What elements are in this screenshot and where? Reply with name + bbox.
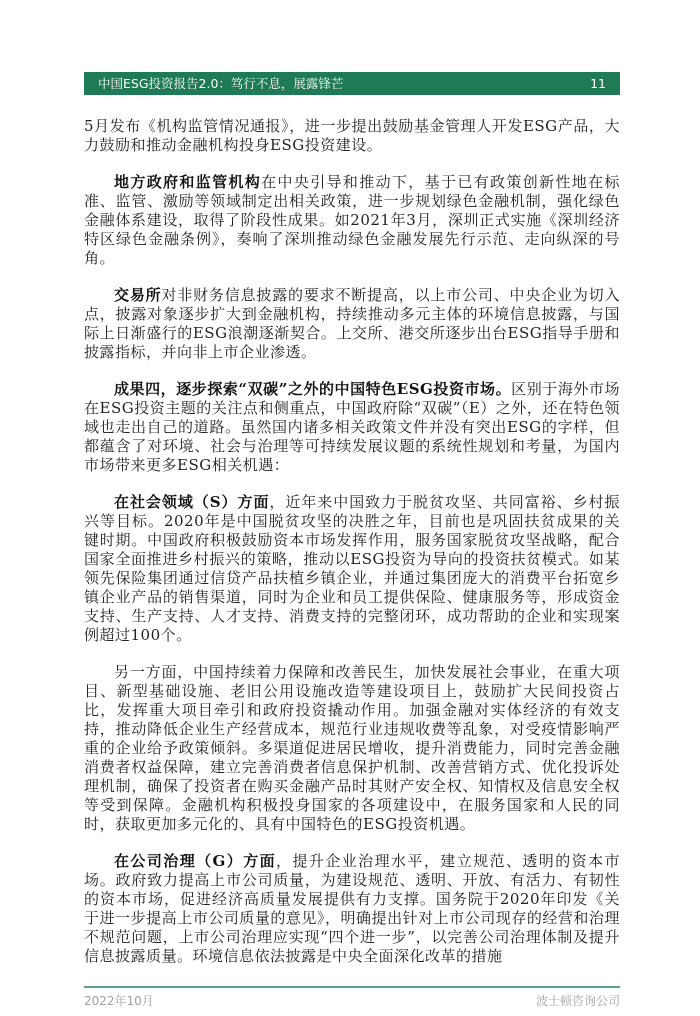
paragraph-text: ，近年来中国致力于脱贫攻坚、共同富裕、乡村振兴等目标。2020年是中国脱贫攻坚的决胜之年，目前也是巩固扶贫成果的关键时期。中国政府积极鼓励资本市场发挥作用，服务国家脱贫攻坚战略，配合国家全面推进乡村振兴的策略，推动以ESG投资为导向的投资扶贫模式。如某领先保险集团通过信贷产品扶植乡镇企业，并通过集团庞大的消费平台拓宽乡镇企业产品的销售渠道，同时为企业和员工提供保险、健康服务等，形成资金支持、生产支持、人才支持、消费支持的完整闭环，成功帮助的企业和实现案例超过100个。 xyxy=(84,493,620,644)
paragraph xyxy=(84,493,620,645)
paragraph-lead: 地方政府和监管机构 xyxy=(114,173,262,191)
paragraph xyxy=(84,380,620,475)
page-number: 11 xyxy=(590,76,606,91)
footer-company: 波士顿咨询公司 xyxy=(535,994,620,1008)
page-header xyxy=(84,72,620,95)
paragraph-text: ，提升企业治理水平，建立规范、透明的资本市场。政府致力提高上市公司质量，为建设规范、透明、开放、有活力、有韧性的资本市场，促进经济高质量发展提供有力支撑。国务院于2020年印发《关于进一步提高上市公司质量的意见》，明确提出针对上市公司现存的经营和治理不规范问题，上市公司治理应实现“四个进一步”，以完善公司治理体制及提升信息披露质量。环境信息依法披露是中央全面深化改革的措施 xyxy=(84,852,620,965)
paragraph-lead: 成果四，逐步探索“双碳”之外的中国特色ESG投资市场。 xyxy=(114,380,512,398)
page-footer xyxy=(84,994,620,1008)
paragraph xyxy=(84,852,620,966)
paragraph-lead: 在公司治理（G）方面 xyxy=(114,852,277,870)
paragraph-text: 区别于海外市场在ESG投资主题的关注点和侧重点，中国政府除“双碳”（E）之外，还在特色领域也走出自己的道路。虽然国内诸多相关政策文件并没有突出ESG的字样，但都蕴含了对环境、社会与治理等可持续发展议题的系统性规划和考量，为国内市场带来更多ESG相关机遇： xyxy=(84,380,620,474)
paragraph xyxy=(84,117,620,155)
paragraph-lead: 交易所 xyxy=(114,286,162,304)
footer-divider xyxy=(84,986,620,988)
header-title: 中国ESG投资报告2.0：笃行不息，展露锋芒 xyxy=(98,76,344,91)
footer-date: 2022年10月 xyxy=(84,994,154,1008)
paragraph-text: 另一方面，中国持续着力保障和改善民生，加快发展社会事业，在重大项目、新型基础设施、老旧公用设施改造等建设项目上，鼓励扩大民间投资占比，发挥重大项目牵引和政府投资撬动作用。加强金融对实体经济的有效支持，推动降低企业生产经营成本，规范行业违规收费等乱象，对受疫情影响严重的企业给予政策倾斜。多渠道促进居民增收，提升消费能力，同时完善金融消费者权益保障，建立完善消费者信息保护机制、改善营销方式、优化投诉处理机制，确保了投资者在购买金融产品时其财产安全权、知情权及信息安全权等受到保障。金融机构积极投身国家的各项建设中，在服务国家和人民的同时，获取更加多元化的、具有中国特色的ESG投资机遇。 xyxy=(84,663,620,833)
paragraph xyxy=(84,663,620,834)
paragraph-text: 对非财务信息披露的要求不断提高，以上市公司、中央企业为切入点，披露对象逐步扩大到金融机构，持续推动多元主体的环境信息披露，与国际上日渐盛行的ESG浪潮逐渐契合。上交所、港交所逐步出台ESG指导手册和披露指标，并向非上市企业渗透。 xyxy=(84,286,620,361)
paragraph-text: 5月发布《机构监管情况通报》，进一步提出鼓励基金管理人开发ESG产品，大力鼓励和推动金融机构投身ESG投资建设。 xyxy=(84,117,620,154)
body-text xyxy=(84,117,620,984)
paragraph-lead: 在社会领域（S）方面 xyxy=(114,493,270,511)
paragraph xyxy=(84,286,620,362)
paragraph-text: 在中央引导和推动下，基于已有政策创新性地在标准、监管、激励等领域制定出相关政策，进一步规划绿色金融机制，强化绿色金融体系建设，取得了阶段性成果。如2021年3月，深圳正式实施《深圳经济特区绿色金融条例》，奏响了深圳推动绿色金融发展先行示范、走向纵深的号角。 xyxy=(84,173,620,267)
paragraph xyxy=(84,173,620,268)
